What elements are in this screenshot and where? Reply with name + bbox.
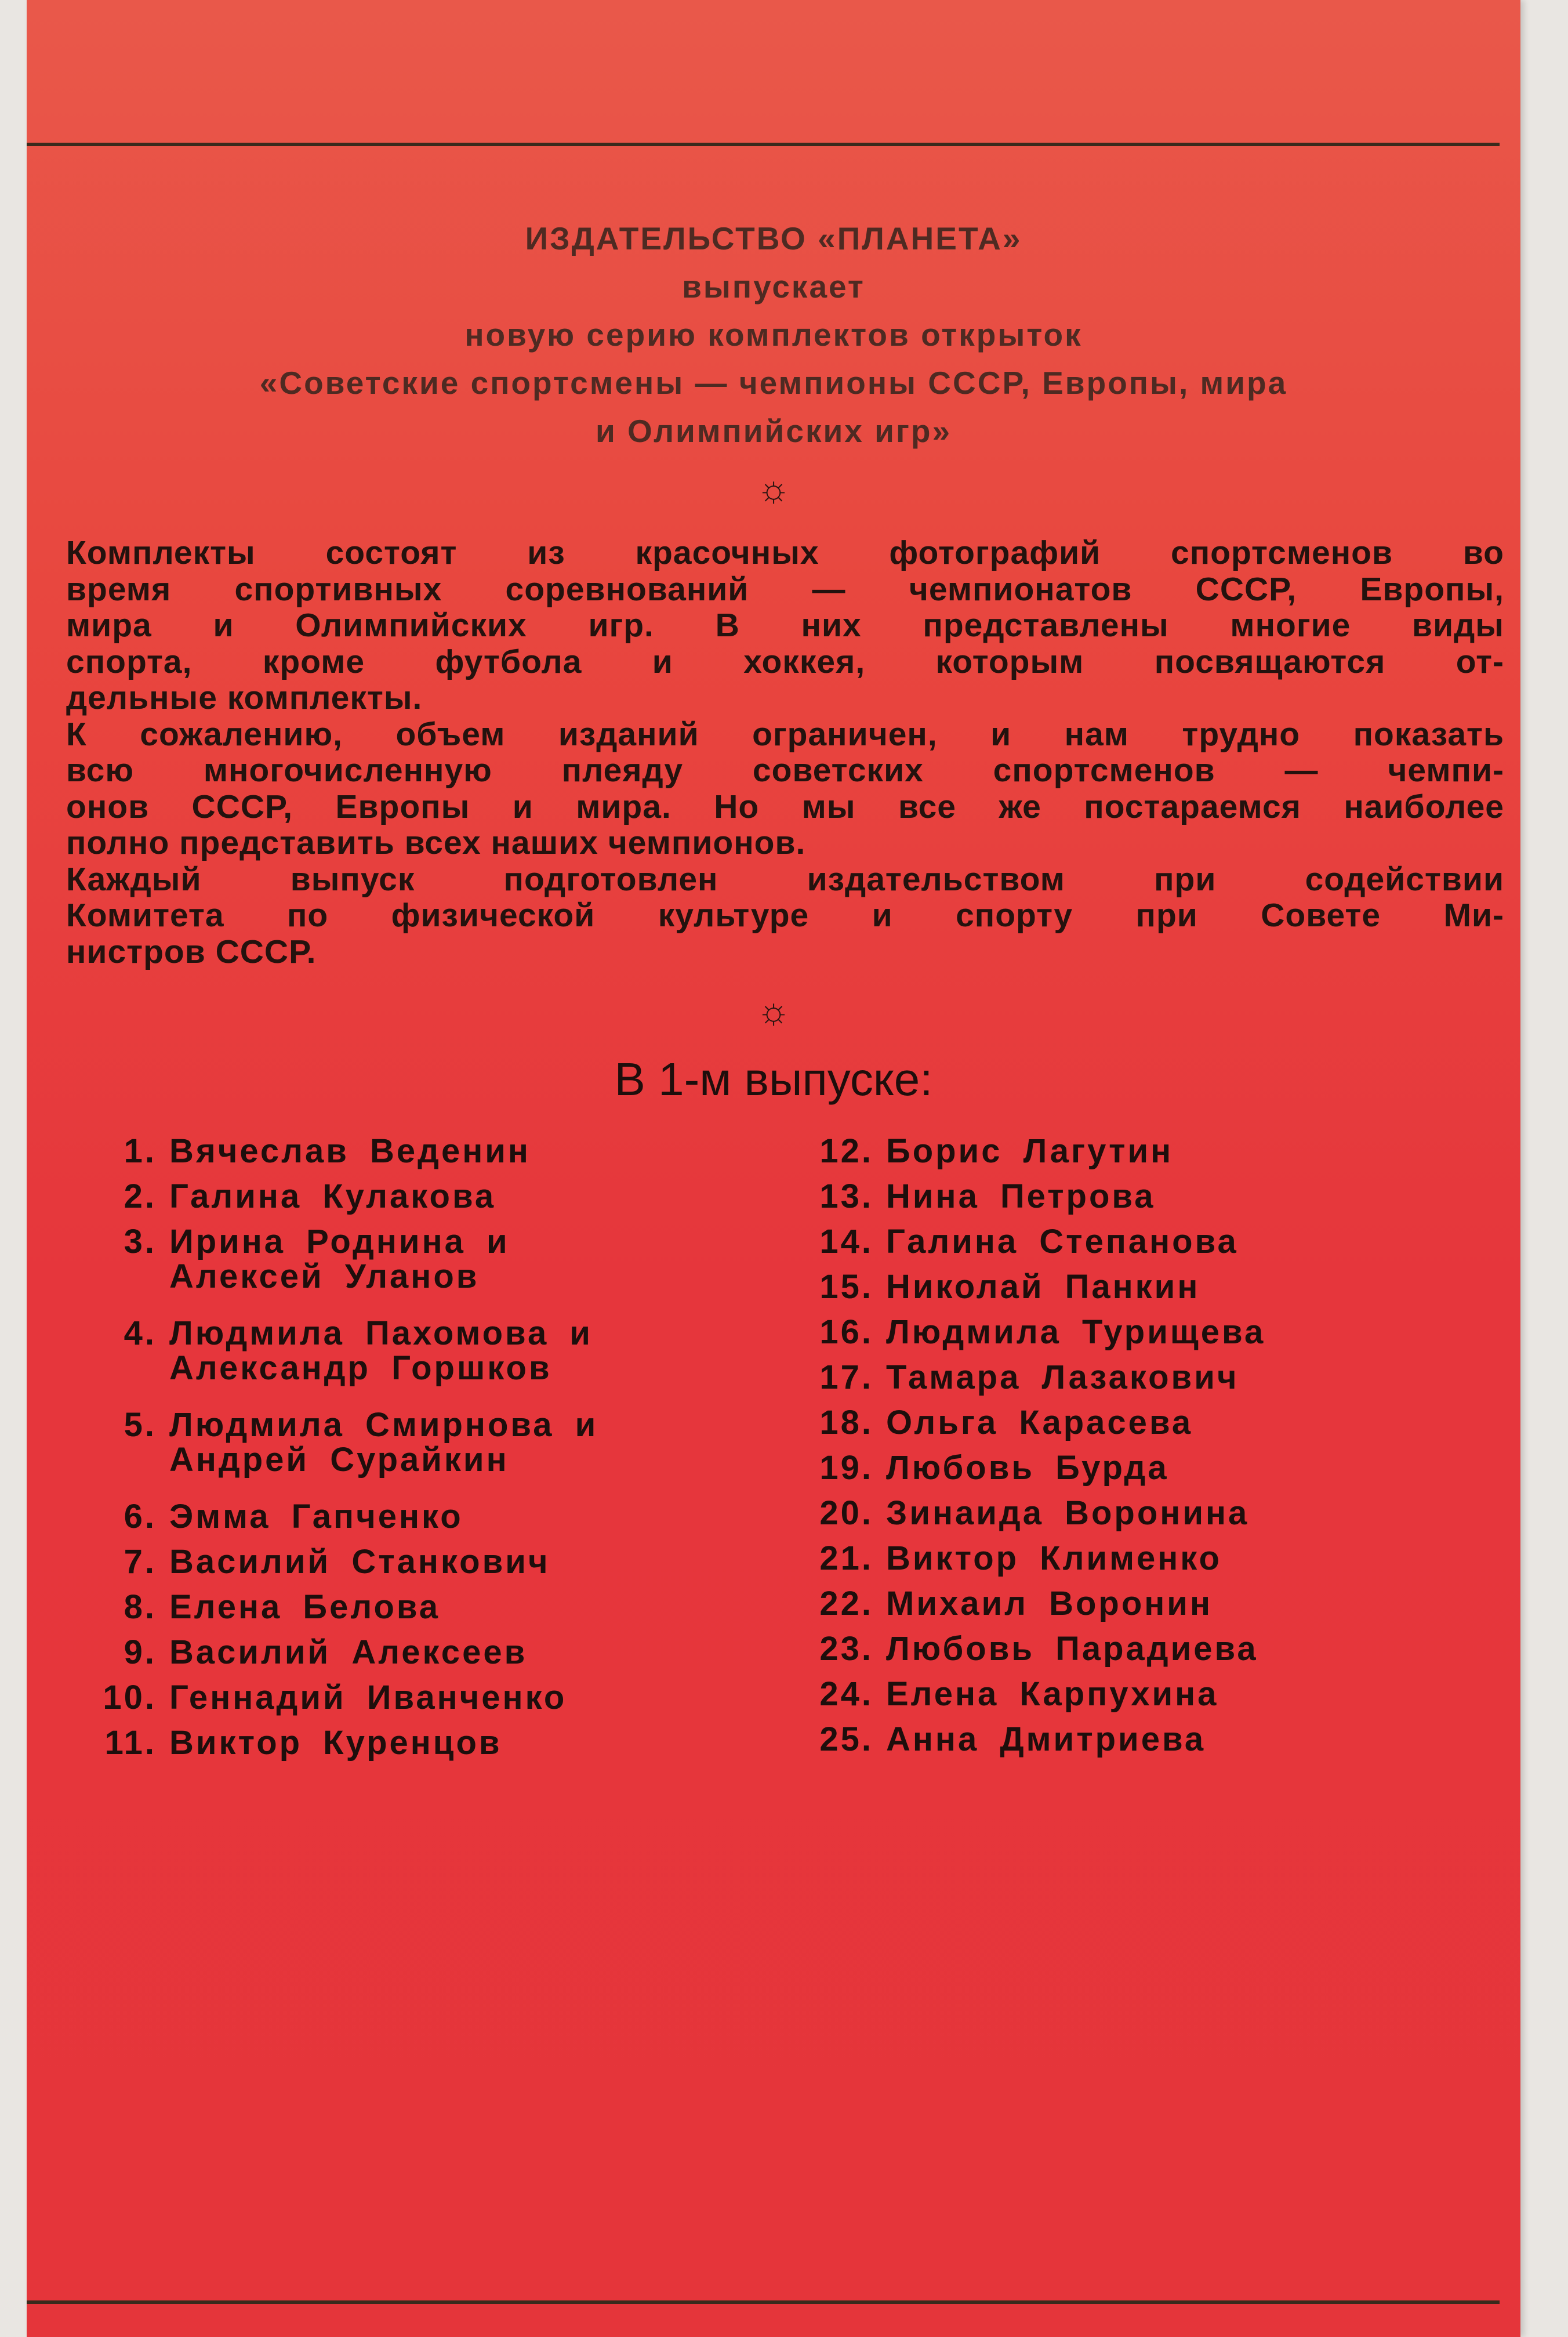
athlete-name: Ирина Роднина и Алексей Уланов [169,1223,510,1295]
athlete-list-right [786,1134,1265,1767]
item-number: 25. [819,1720,873,1758]
item-number: 1. [124,1132,157,1170]
header-line: и Олимпийских игр» [595,413,952,449]
athlete-name: Елена Карпухина [886,1675,1219,1713]
list-item [786,1586,1265,1621]
item-number: 12. [819,1132,873,1170]
text-line: дельные комплекты. [66,679,423,716]
list-item [70,1726,598,1760]
item-number: 9. [124,1633,157,1671]
list-item [70,1545,598,1579]
athlete-name: Вячеслав Веденин [169,1132,531,1170]
star-ornament-icon: ☼ [756,990,791,1031]
list-item [786,1315,1265,1350]
item-number: 7. [124,1543,157,1581]
item-number: 8. [124,1588,157,1626]
athlete-list-left [70,1134,598,1771]
item-number: 11. [104,1724,157,1762]
athlete-name: Любовь Бурда [886,1449,1169,1487]
athlete-name: Василий Станкович [169,1543,550,1581]
item-number: 18. [819,1404,873,1441]
header-line: выпускает [682,269,865,305]
item-number: 16. [819,1313,873,1351]
item-number: 10. [103,1679,157,1716]
header-line: «Советские спортсмены — чемпионы СССР, Европы, мира [259,365,1288,401]
athlete-name: Анна Дмитриева [886,1720,1206,1758]
athlete-name: Геннадий Иванченко [169,1679,567,1716]
item-number: 3. [124,1223,157,1260]
list-item [786,1360,1265,1395]
athlete-name: Елена Белова [169,1588,441,1626]
list-item [70,1499,598,1534]
item-number: 5. [124,1406,157,1444]
item-number: 6. [124,1498,157,1535]
item-number: 20. [819,1494,873,1532]
header-line: новую серию комплектов открыток [464,317,1083,353]
list-item [786,1632,1265,1666]
list-item [70,1179,598,1214]
list-item [786,1405,1265,1440]
text-line: К сожалению, объем изданий ограничен, и нам трудно показать [66,715,1504,753]
athlete-name: Любовь Парадиева [886,1630,1258,1668]
athlete-name: Зинаида Воронина [886,1494,1250,1532]
bottom-divider-line [27,2300,1500,2304]
text-line: полно представить всех наших чемпионов. [66,824,806,861]
list-item [70,1590,598,1625]
item-number: 21. [819,1539,873,1577]
list-item [786,1677,1265,1712]
issue-title: В 1-м выпуске: [614,1053,933,1105]
description-text [66,535,1504,970]
item-number: 23. [819,1630,873,1668]
list-item [70,1408,598,1477]
list-item [786,1134,1265,1169]
item-number: 15. [819,1268,873,1306]
top-divider-line [27,143,1500,146]
list-item [786,1270,1265,1305]
list-item [786,1451,1265,1485]
item-number: 2. [124,1177,157,1215]
athlete-name: Людмила Турищева [886,1313,1266,1351]
star-ornament-icon: ☼ [756,468,791,509]
list-item [70,1224,598,1294]
athlete-name: Ольга Карасева [886,1404,1193,1441]
item-number: 4. [124,1314,157,1352]
item-number: 19. [819,1449,873,1487]
publisher-header [27,215,1520,455]
athlete-name: Василий Алексеев [169,1633,528,1671]
item-number: 24. [819,1675,873,1713]
athlete-name: Борис Лагутин [886,1132,1174,1170]
list-item [786,1179,1265,1214]
list-item [786,1541,1265,1576]
list-item [70,1134,598,1169]
athlete-name: Николай Панкин [886,1268,1200,1306]
text-line: онов СССР, Европы и мира. Но мы все же постараемся наиболее [66,788,1504,825]
athlete-name: Галина Степанова [886,1223,1239,1260]
text-line: Каждый выпуск подготовлен издательством при содействии [66,860,1504,898]
text-line: всю многочисленную плеяду советских спортсменов — чемпи- [66,752,1504,789]
list-item [786,1496,1265,1531]
text-line: время спортивных соревнований — чемпионатов СССР, Европы, [66,570,1504,608]
athlete-name: Михаил Воронин [886,1585,1213,1622]
athlete-name: Виктор Клименко [886,1539,1222,1577]
athlete-name: Людмила Смирнова и Андрей Сурайкин [169,1406,598,1479]
athlete-name: Эмма Гапченко [169,1498,463,1535]
text-line: нистров СССР. [66,933,317,970]
item-number: 17. [819,1358,873,1396]
text-line: Комплекты состоят из красочных фотографий спортсменов во [66,534,1504,571]
list-item [786,1224,1265,1259]
list-item [786,1722,1265,1757]
postcard-set-back-cover [27,0,1520,2337]
athlete-name: Нина Петрова [886,1177,1156,1215]
athlete-name: Тамара Лазакович [886,1358,1239,1396]
header-line: ИЗДАТЕЛЬСТВО «ПЛАНЕТА» [525,220,1022,256]
item-number: 13. [819,1177,873,1215]
athlete-name: Галина Кулакова [169,1177,496,1215]
text-line: спорта, кроме футбола и хоккея, которым посвящаются от- [66,643,1504,680]
item-number: 22. [819,1585,873,1622]
list-item [70,1635,598,1670]
item-number: 14. [819,1223,873,1260]
athlete-name: Виктор Куренцов [169,1724,502,1762]
athlete-name: Людмила Пахомова и Александр Горшков [169,1314,593,1387]
list-item [70,1680,598,1715]
list-item [70,1316,598,1386]
text-line: Комитета по физической культуре и спорту при Совете Ми- [66,897,1504,934]
text-line: мира и Олимпийских игр. В них представлены многие виды [66,607,1504,644]
